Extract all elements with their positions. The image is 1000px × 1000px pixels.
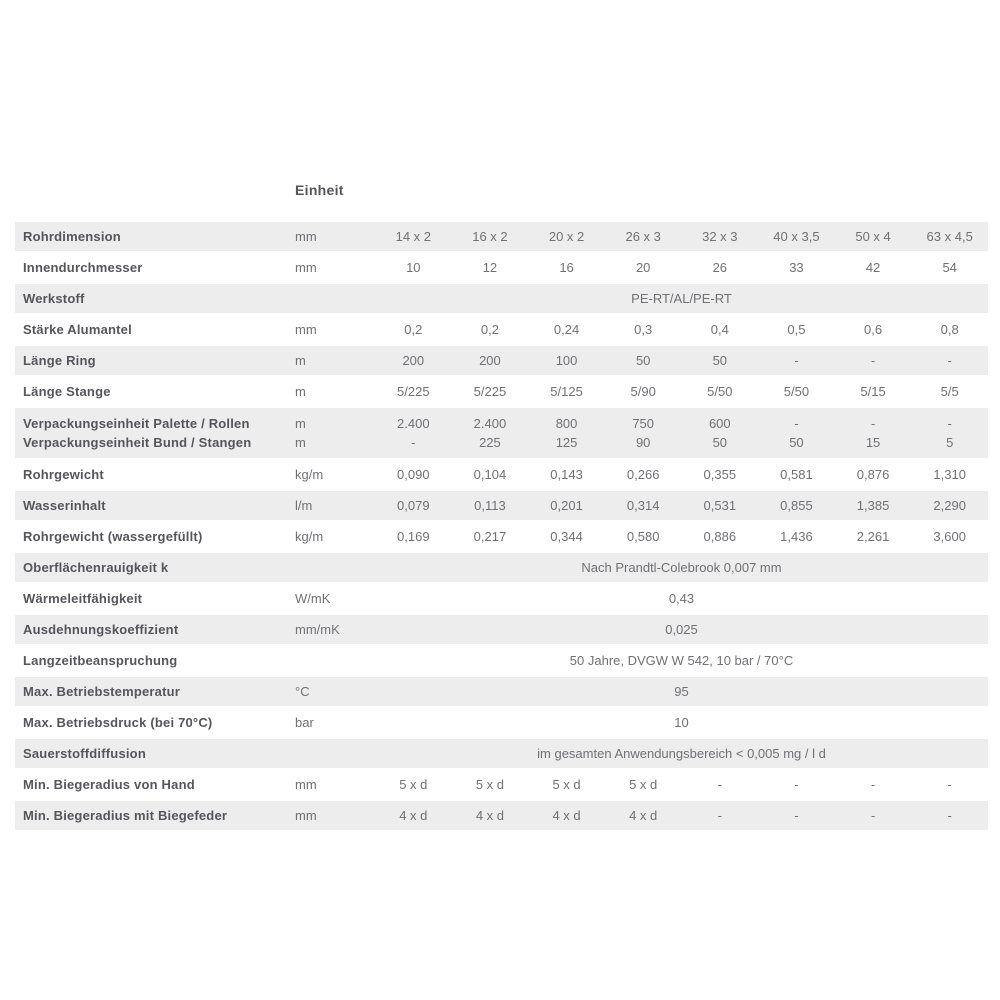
cell-value (605, 408, 682, 458)
row-unit: kg/m (295, 467, 324, 482)
cell-value: 16 x 2 (472, 229, 508, 244)
row-unit: mm (295, 229, 317, 244)
cell-value: 0,531 (703, 498, 737, 513)
cell-line-2: 50 (789, 435, 804, 450)
cell-value: 0,104 (473, 467, 507, 482)
cell-value: 2,261 (856, 529, 890, 544)
cell-line-2: - (411, 435, 416, 450)
row-unit: mm/mK (295, 622, 340, 637)
cell-value: - (717, 808, 722, 823)
table-row (15, 770, 988, 799)
cell-value: 5/15 (860, 384, 886, 399)
cell-value: 10 (406, 260, 421, 275)
row-unit: l/m (295, 498, 313, 513)
row-unit: mm (295, 322, 317, 337)
cell-value: 0,217 (473, 529, 507, 544)
cell-line-2: Verpackungseinheit Bund / Stangen (23, 435, 252, 450)
cell-value: 1,310 (933, 467, 966, 482)
cell-value: - (870, 777, 876, 792)
cell-value: 200 (402, 353, 425, 368)
cell-line-2: 225 (479, 435, 501, 450)
cell-line-1: 800 (555, 416, 578, 431)
table-row (15, 253, 988, 282)
cell-value: - (794, 808, 799, 823)
cell-line-1: - (870, 416, 876, 431)
cell-value: 50 (712, 353, 728, 368)
cell-value: - (794, 353, 799, 368)
row-label (15, 408, 293, 458)
spec-table-body (15, 222, 988, 830)
row-label: Stärke Alumantel (23, 322, 132, 337)
row-span-value: im gesamten Anwendungsbereich < 0,005 mg / l d (537, 746, 826, 761)
cell-value: - (717, 777, 722, 792)
row-label: Länge Ring (23, 353, 96, 368)
table-row (15, 739, 988, 768)
cell-value: 100 (555, 353, 578, 368)
row-label: Oberflächenrauigkeit k (23, 560, 169, 575)
cell-value: 1,436 (780, 529, 813, 544)
table-row (15, 284, 988, 313)
row-unit: W/mK (295, 591, 331, 606)
row-label: Rohrdimension (23, 229, 121, 244)
cell-value: 1,385 (856, 498, 890, 513)
table-row (15, 553, 988, 582)
row-unit (293, 646, 375, 675)
cell-value: 0,8 (940, 322, 959, 337)
cell-value: 14 x 2 (395, 229, 432, 244)
cell-line-1: 2.400 (473, 416, 507, 431)
row-span-value: 10 (674, 715, 689, 730)
row-unit: bar (295, 715, 314, 730)
cell-value: 5/50 (783, 384, 810, 399)
row-label: Sauerstoffdiffusion (23, 746, 146, 761)
cell-line-2: 125 (555, 435, 578, 450)
cell-value: 0,580 (626, 529, 660, 544)
cell-value: 5 x d (475, 777, 505, 792)
row-span-value: 0,43 (668, 591, 695, 606)
cell-value (682, 408, 759, 458)
cell-value: 5/90 (630, 384, 656, 399)
table-row (15, 615, 988, 644)
table-row (15, 346, 988, 375)
cell-value: 4 x d (399, 808, 428, 823)
cell-value: 16 (559, 260, 574, 275)
cell-value: 0,581 (780, 467, 813, 482)
cell-value: 0,3 (634, 322, 653, 337)
row-label: Min. Biegeradius mit Biegefeder (23, 808, 228, 823)
cell-value: 5/50 (707, 384, 733, 399)
cell-value: 0,876 (856, 467, 890, 482)
table-row (15, 222, 988, 251)
cell-value (528, 408, 605, 458)
cell-value: 3,600 (933, 529, 966, 544)
table-row (15, 491, 988, 520)
cell-value: 0,886 (703, 529, 737, 544)
cell-value (375, 408, 452, 458)
row-label: Rohrgewicht (wassergefüllt) (23, 529, 203, 544)
cell-line-1: 600 (708, 416, 731, 431)
cell-value: 4 x d (475, 808, 505, 823)
table-row (15, 646, 988, 675)
cell-value: 20 x 2 (548, 229, 585, 244)
cell-value (835, 408, 912, 458)
row-unit (293, 284, 375, 313)
table-row (15, 315, 988, 344)
cell-value: 54 (942, 260, 957, 275)
row-unit: kg/m (295, 529, 324, 544)
cell-value: 200 (479, 353, 501, 368)
cell-line-2: m (295, 435, 306, 450)
row-label: Wasserinhalt (23, 498, 106, 513)
cell-value: 0,355 (703, 467, 737, 482)
cell-value: 0,169 (397, 529, 430, 544)
cell-line-1: - (794, 416, 799, 431)
cell-value: 5/225 (473, 384, 507, 399)
cell-value: 5/5 (940, 384, 959, 399)
row-label: Max. Betriebsdruck (bei 70°C) (23, 715, 213, 730)
cell-line-2: 15 (865, 435, 881, 450)
cell-value: 0,4 (710, 322, 729, 337)
row-span-value: PE-RT/AL/PE-RT (631, 291, 732, 306)
cell-line-1: 750 (632, 416, 655, 431)
row-span-value: 50 Jahre, DVGW W 542, 10 bar / 70°C (569, 653, 794, 668)
row-unit: mm (295, 808, 317, 823)
row-unit (293, 739, 375, 768)
cell-value: 0,6 (864, 322, 883, 337)
cell-value: 20 (635, 260, 651, 275)
table-row (15, 522, 988, 551)
cell-line-2: 90 (635, 435, 651, 450)
table-row (15, 377, 988, 406)
row-label: Rohrgewicht (23, 467, 104, 482)
cell-line-2: 50 (712, 435, 728, 450)
table-row (15, 677, 988, 706)
row-label: Werkstoff (23, 291, 85, 306)
cell-value: 4 x d (552, 808, 581, 823)
cell-value: 33 (789, 260, 804, 275)
cell-value: 0,079 (397, 498, 430, 513)
row-label: Wärmeleitfähigkeit (23, 591, 143, 606)
cell-value: 50 x 4 (855, 229, 891, 244)
cell-value: 0,344 (550, 529, 583, 544)
cell-value: 0,2 (480, 322, 499, 337)
row-label: Min. Biegeradius von Hand (23, 777, 195, 792)
row-label: Länge Stange (23, 384, 111, 399)
row-unit (293, 408, 375, 458)
cell-value: 0,266 (626, 467, 660, 482)
row-unit: mm (295, 777, 317, 792)
cell-value: 5 x d (399, 777, 428, 792)
cell-value: 26 x 3 (625, 229, 661, 244)
cell-line-1: m (295, 416, 306, 431)
row-unit: m (295, 353, 306, 368)
cell-value: 50 (635, 353, 651, 368)
cell-value: 40 x 3,5 (773, 229, 820, 244)
cell-value: - (870, 353, 876, 368)
cell-value: 0,113 (474, 498, 506, 513)
row-unit: m (295, 384, 306, 399)
row-unit: °C (295, 684, 310, 699)
cell-value (452, 408, 529, 458)
row-label: Max. Betriebstemperatur (23, 684, 181, 699)
cell-value: - (794, 777, 799, 792)
row-span-value: 0,025 (665, 622, 698, 637)
table-row (15, 801, 988, 830)
cell-value: - (870, 808, 876, 823)
table-row (15, 460, 988, 489)
cell-value: 42 (865, 260, 881, 275)
cell-value: 0,855 (780, 498, 813, 513)
cell-value: - (947, 808, 952, 823)
cell-value: 0,2 (404, 322, 423, 337)
unit-column-header: Einheit (295, 182, 344, 198)
cell-value: 63 x 4,5 (926, 229, 973, 244)
cell-value: 0,090 (397, 467, 430, 482)
row-label: Ausdehnungskoeffizient (23, 622, 179, 637)
cell-value: 12 (482, 260, 498, 275)
cell-value: 0,201 (550, 498, 583, 513)
table-row (15, 408, 988, 458)
cell-value: 26 (712, 260, 728, 275)
cell-line-2: 5 (946, 435, 954, 450)
cell-value: 5 x d (552, 777, 581, 792)
table-row (15, 584, 988, 613)
cell-value: 5 x d (629, 777, 658, 792)
row-span-value: Nach Prandtl-Colebrook 0,007 mm (581, 560, 782, 575)
row-unit: mm (295, 260, 317, 275)
cell-value (911, 408, 988, 458)
cell-value: 0,143 (550, 467, 583, 482)
pipe-spec-table (15, 220, 988, 832)
cell-value: - (947, 353, 952, 368)
cell-value: 2,290 (933, 498, 966, 513)
cell-value (758, 408, 835, 458)
cell-value: 5/125 (550, 384, 583, 399)
cell-value: - (947, 777, 952, 792)
cell-value: 0,314 (626, 498, 660, 513)
cell-line-1: 2.400 (397, 416, 430, 431)
cell-line-1: - (947, 416, 952, 431)
cell-value: 0,24 (553, 322, 580, 337)
row-label: Langzeitbeanspruchung (23, 653, 178, 668)
table-row (15, 708, 988, 737)
cell-line-1: Verpackungseinheit Palette / Rollen (23, 416, 250, 431)
cell-value: 0,5 (787, 322, 806, 337)
row-unit (293, 553, 375, 582)
cell-value: 4 x d (629, 808, 658, 823)
cell-value: 32 x 3 (702, 229, 738, 244)
cell-value: 5/225 (397, 384, 430, 399)
row-label: Innendurchmesser (23, 260, 143, 275)
row-span-value: 95 (674, 684, 689, 699)
